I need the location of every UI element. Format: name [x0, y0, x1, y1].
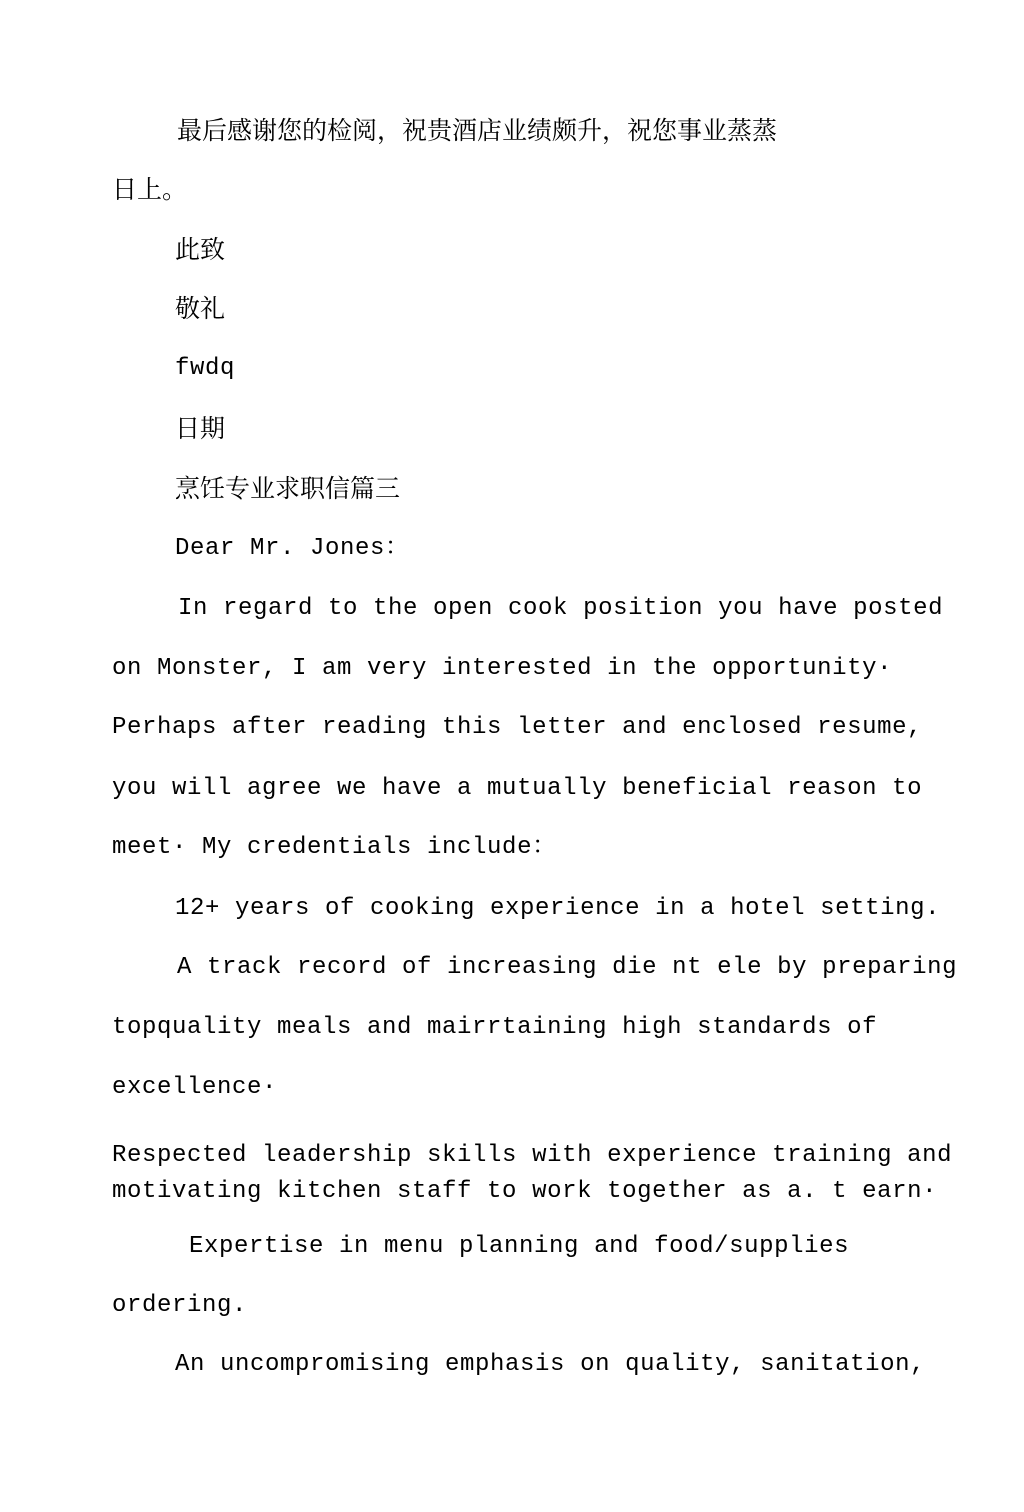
credential-leadership-line-1: Respected leadership skills with experience training and	[112, 1142, 953, 1169]
credential-leadership-line-2: motivating kitchen staff to work together as a. t earn·	[112, 1178, 938, 1205]
intro-line-4: you will agree we have a mutually beneficial reason to	[112, 775, 923, 802]
section-title: 烹饪专业求职信篇三	[175, 474, 401, 503]
intro-line-1: In regard to the open cook position you have posted	[178, 595, 944, 622]
closing-paragraph-line-2: 日上。	[112, 175, 188, 204]
salutation-line-1: 此致	[175, 235, 226, 264]
salutation-line-2: 敬礼	[175, 294, 226, 323]
date-label: 日期	[175, 414, 226, 443]
credential-menu-planning-line-2: ordering.	[112, 1292, 248, 1319]
intro-line-5: meet· My credentials include：	[112, 834, 557, 861]
credential-quality: An uncompromising emphasis on quality, sanitation,	[175, 1351, 926, 1378]
intro-line-2: on Monster, I am very interested in the opportunity·	[112, 655, 893, 682]
credential-track-record-line-1: A track record of increasing die nt ele by preparing	[177, 954, 958, 981]
credential-menu-planning-line-1: Expertise in menu planning and food/supplies	[189, 1233, 850, 1260]
intro-line-3: Perhaps after reading this letter and enclosed resume,	[112, 714, 923, 741]
closing-paragraph-line-1: 最后感谢您的检阅，祝贵酒店业绩颇升，祝您事业蒸蒸	[177, 116, 778, 145]
signature: fwdq	[175, 355, 236, 382]
credential-track-record-line-2: topquality meals and mairrtaining high standards of	[112, 1014, 878, 1041]
credential-track-record-line-3: excellence·	[112, 1074, 278, 1101]
credential-experience: 12+ years of cooking experience in a hotel setting.	[175, 895, 941, 922]
letter-greeting: Dear Mr. Jones：	[175, 535, 410, 562]
